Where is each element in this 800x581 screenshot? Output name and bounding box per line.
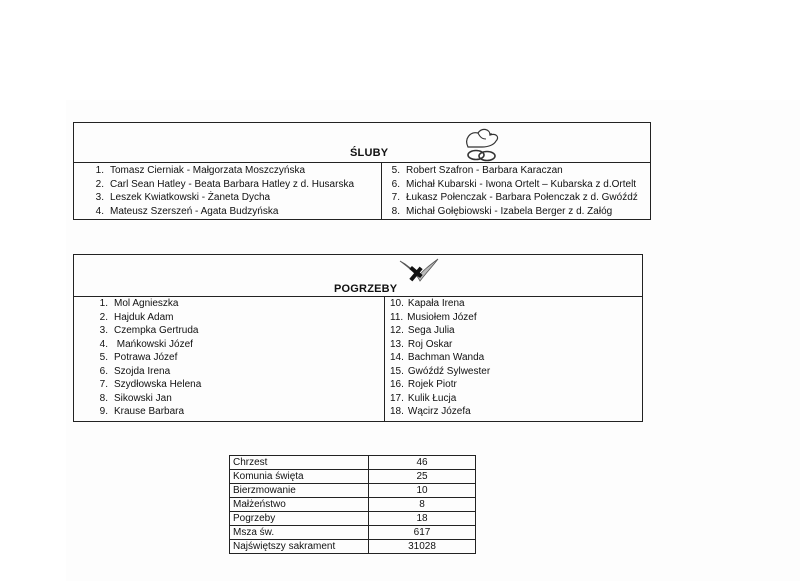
list-item: 8. Michał Gołębiowski - Izabela Berger z d. Załóg <box>391 205 613 217</box>
list-item: 12. Sega Julia <box>390 325 455 336</box>
list-item: 5. Potrawa Józef <box>99 352 178 363</box>
funerals-title: POGRZEBY <box>334 283 398 295</box>
list-item: 3. Leszek Kwiatkowski - Żaneta Dycha <box>95 192 271 203</box>
list-item: 14. Bachman Wanda <box>390 352 485 363</box>
weddings-list-right <box>386 164 638 218</box>
stat-label: Małżeństwo <box>230 498 369 512</box>
list-item: 10. Kapała Irena <box>390 298 465 309</box>
list-item: 9. Krause Barbara <box>99 406 185 417</box>
list-item: 5. Robert Szafron - Barbara Karaczan <box>391 165 563 176</box>
stat-label: Bierzmowanie <box>230 484 369 498</box>
weddings-header <box>74 123 650 163</box>
list-item: 8. Sikowski Jan <box>99 392 172 404</box>
stat-label: Najświętszy sakrament <box>230 540 369 554</box>
list-item: 17. Kulik Łucja <box>390 392 457 404</box>
stat-value: 25 <box>369 470 476 484</box>
stat-value: 31028 <box>369 540 476 554</box>
list-item: 18. Wącirz Józefa <box>390 406 471 417</box>
table-row <box>230 526 476 540</box>
funerals-list-right <box>390 297 490 419</box>
sacraments-stats-table <box>229 455 476 554</box>
funerals-column-divider <box>384 297 385 421</box>
stat-label: Pogrzeby <box>230 512 369 526</box>
list-item: 15. Gwóźdź Sylwester <box>390 365 491 377</box>
weddings-column-divider <box>381 163 382 219</box>
funerals-header <box>74 255 642 297</box>
list-item: 6. Michał Kubarski - Iwona Ortelt – Kubarska z d.Ortelt <box>391 178 637 190</box>
stat-label: Chrzest <box>230 456 369 470</box>
stat-label: Msza św. <box>230 526 369 540</box>
list-item: 2. Hajduk Adam <box>99 311 174 323</box>
weddings-table <box>73 122 651 220</box>
stat-label: Komunia święta <box>230 470 369 484</box>
list-item: 2. Carl Sean Hatley - Beata Barbara Hatley z d. Husarska <box>95 178 354 190</box>
stat-value: 617 <box>369 526 476 540</box>
table-row <box>230 470 476 484</box>
list-item: 13. Roj Oskar <box>390 338 453 350</box>
list-item: 6. Szojda Irena <box>99 365 171 377</box>
list-item: 1. Mol Agnieszka <box>99 298 179 309</box>
weddings-title: ŚLUBY <box>350 147 389 159</box>
doves-rings-icon <box>454 125 510 163</box>
weddings-list-left <box>90 164 354 218</box>
stat-value: 18 <box>369 512 476 526</box>
table-row <box>230 540 476 554</box>
list-item: 7. Łukasz Połenczak - Barbara Połenczak z d. Gwóźdź <box>391 192 638 203</box>
list-item: 1. Tomasz Cierniak - Małgorzata Moszczyńska <box>95 165 306 176</box>
funerals-list-left <box>94 297 201 419</box>
table-row <box>230 484 476 498</box>
table-row <box>230 512 476 526</box>
list-item: 4. Mańkowski Józef <box>99 338 193 350</box>
table-row <box>230 456 476 470</box>
list-item: 7. Szydłowska Helena <box>99 379 202 390</box>
list-item: 16. Rojek Piotr <box>390 379 457 390</box>
stat-value: 46 <box>369 456 476 470</box>
list-item: 11. Musiołem Józef <box>390 311 477 323</box>
cross-wings-icon <box>396 255 442 289</box>
list-item: 4. Mateusz Szerszeń - Agata Budzyńska <box>95 205 279 217</box>
table-row <box>230 498 476 512</box>
funerals-table <box>73 254 643 422</box>
stat-value: 10 <box>369 484 476 498</box>
stat-value: 8 <box>369 498 476 512</box>
list-item: 3. Czempka Gertruda <box>99 325 199 336</box>
